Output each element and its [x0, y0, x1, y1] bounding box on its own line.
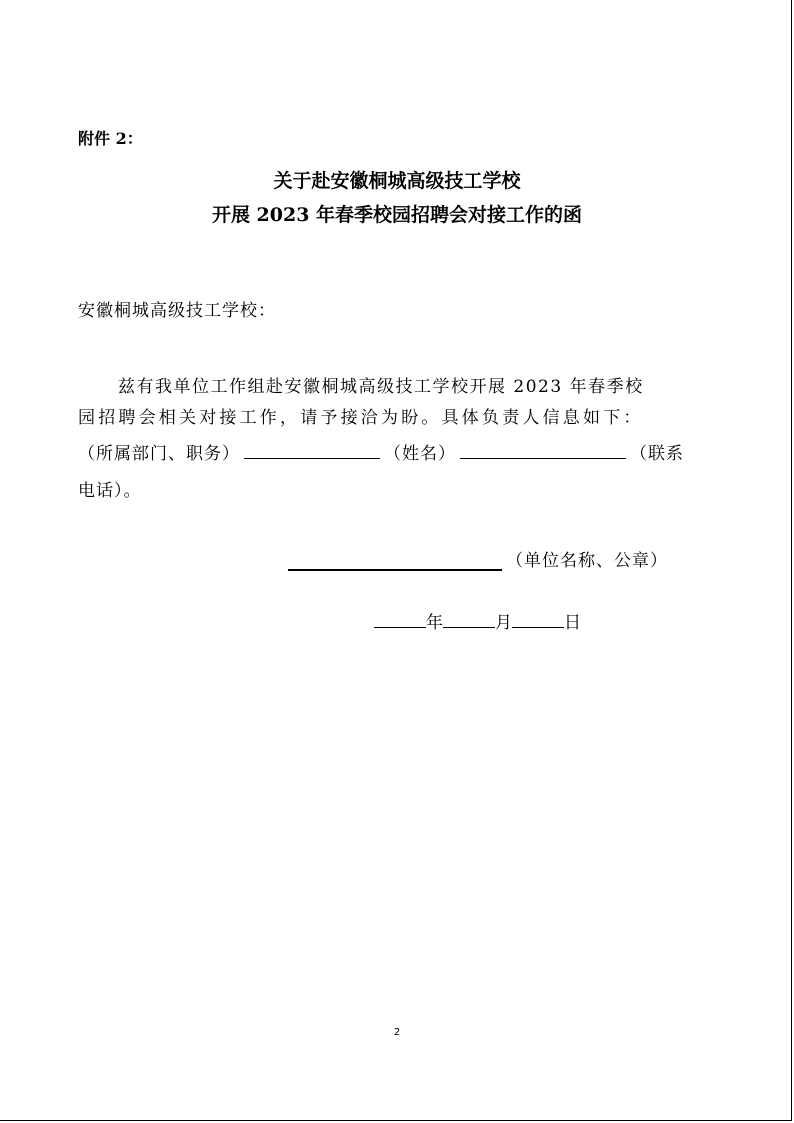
day-label: 日 — [564, 613, 581, 633]
attachment-label: 附件 2： — [78, 129, 143, 148]
name-blank[interactable] — [460, 440, 626, 459]
year-label: 年 — [426, 613, 443, 633]
contact-label: （联系 — [630, 444, 684, 464]
body-line-2: 园招聘会相关对接工作，请予接洽为盼。具体负责人信息如下： — [78, 408, 644, 428]
organization-name-blank[interactable] — [288, 547, 502, 571]
department-position-blank[interactable] — [244, 440, 380, 459]
body-line-3 — [78, 439, 684, 464]
salutation: 安徽桐城高级技工学校： — [78, 301, 276, 321]
page-number: 2 — [393, 1027, 401, 1038]
document-title-line-2: 开展 2023 年春季校园招聘会对接工作的函 — [211, 204, 583, 226]
signature-row — [288, 546, 668, 571]
organization-seal-label: （单位名称、公章） — [506, 551, 668, 571]
name-label: （姓名） — [384, 444, 456, 464]
month-blank[interactable] — [443, 609, 495, 628]
date-row — [374, 608, 581, 633]
year-blank[interactable] — [374, 609, 426, 628]
month-label: 月 — [495, 613, 512, 633]
body-line-1: 兹有我单位工作组赴安徽桐城高级技工学校开展 2023 年春季校 — [118, 377, 644, 397]
department-position-label: （所属部门、职务） — [78, 444, 240, 464]
document-title-line-1: 关于赴安徽桐城高级技工学校 — [273, 170, 521, 192]
day-blank[interactable] — [512, 609, 564, 628]
body-line-4: 电话）。 — [78, 481, 142, 501]
